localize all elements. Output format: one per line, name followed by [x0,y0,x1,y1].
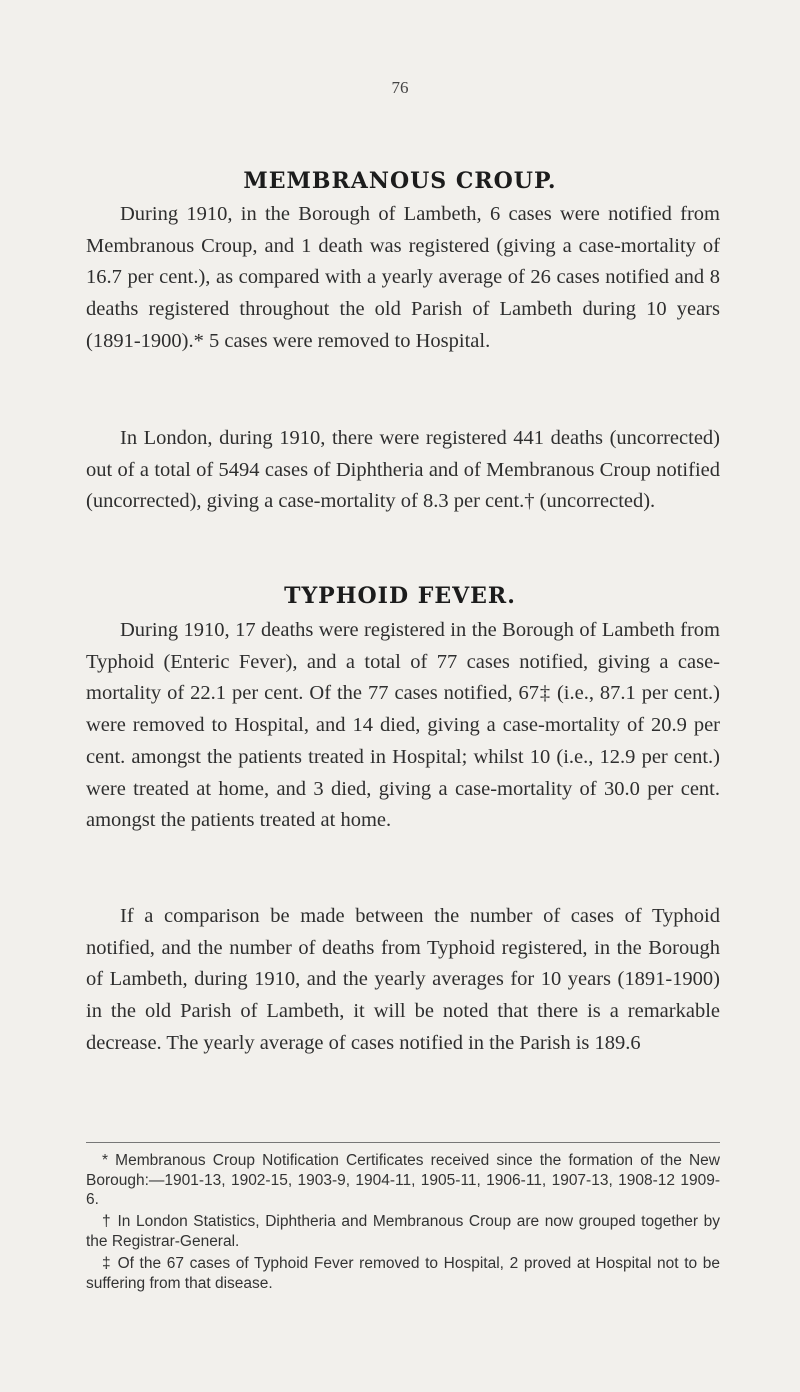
footnote: * Membranous Croup Notification Certificates received since the formation of the New Borough:—1901-13, 1902-15, 1903-9, 1904-11, 1905-11, 1906-11, 1907-13, 1908-12 1909-6. [86,1152,720,1208]
footnote: ‡ Of the 67 cases of Typhoid Fever removed to Hospital, 2 proved at Hospital not to be suffering from that disease. [86,1255,720,1292]
paragraph: In London, during 1910, there were registered 441 deaths (uncorrected) out of a total of 5494 cases of Diphtheria and of Membranous Croup notified (uncorrected), giving a case-mortality of 8.3 per cent.† (uncorrected). [86,427,720,513]
footnote-divider [86,1142,720,1143]
paragraph: During 1910, 17 deaths were registered in the Borough of Lambeth from Typhoid (Enteric Fever), and a total of 77 cases notified, giving a case-mortality of 22.1 per cent. Of the 77 cases notified, 67‡ (i.e., 87.1 per cent.) were removed to Hospital, and 14 died, giving a case-mortality of 20.9 per cent. amongst the patients treated in Hospital; whilst 10 (i.e., 12.9 per cent.) were treated at home, and 3 died, giving a case-mortality of 30.0 per cent. amongst the patients treated at home. [86,619,720,832]
footnote: † In London Statistics, Diphtheria and Membranous Croup are now grouped together by the Registrar-General. [86,1213,720,1250]
page-number: 76 [391,78,409,97]
section-heading-typhoid-fever: TYPHOID FEVER. [284,583,516,609]
section-heading-membranous-croup: MEMBRANOUS CROUP. [243,168,557,194]
paragraph: During 1910, in the Borough of Lambeth, 6 cases were notified from Membranous Croup, and 1 death was registered (giving a case-mortality of 16.7 per cent.), as compared with a yearly average of 26 cases notified and 8 deaths registered throughout the old Parish of Lambeth during 10 years (1891-1900).* 5 cases were removed to Hospital. [86,203,720,352]
paragraph: If a comparison be made between the number of cases of Typhoid notified, and the number of deaths from Typhoid registered, in the Borough of Lambeth, during 1910, and the yearly averages for 10 years (1891-1900) in the old Parish of Lambeth, it will be noted that there is a remarkable decrease. The yearly average of cases notified in the Parish is 189.6 [86,905,720,1054]
